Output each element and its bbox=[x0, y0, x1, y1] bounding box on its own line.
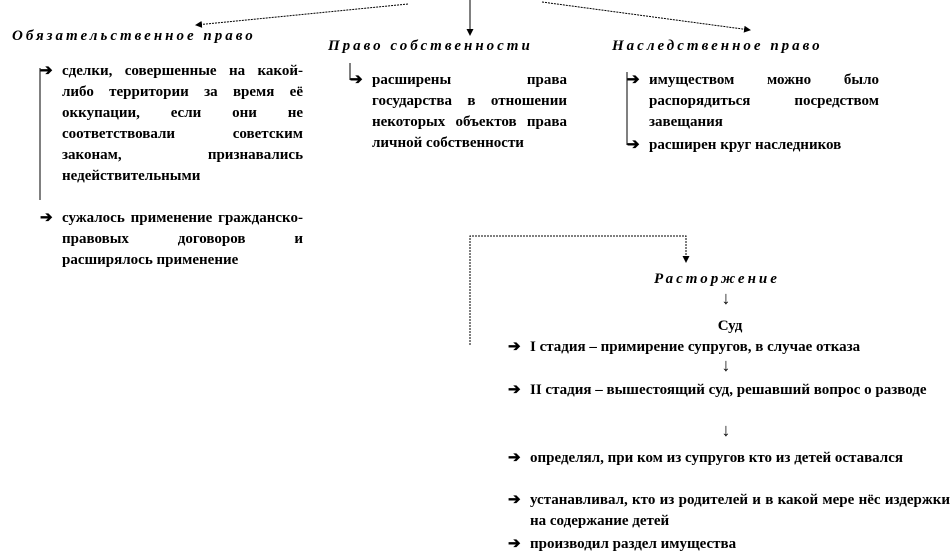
right-arrow-icon: ➔ bbox=[350, 72, 363, 88]
top-arrow-left bbox=[196, 4, 408, 25]
right-arrow-icon: ➔ bbox=[40, 63, 53, 79]
stage-2 bbox=[508, 380, 950, 401]
down-arrow-icon: ↓ bbox=[721, 355, 731, 375]
stage-2-text: II стадия – вышестоящий суд, решавший вопрос о разводе bbox=[530, 382, 927, 398]
result-3 bbox=[508, 534, 950, 555]
col3-item-1-text: имуществом можно было распорядиться посредством завещания bbox=[649, 72, 879, 130]
result-1 bbox=[508, 448, 950, 469]
col1-item-2-text: сужалось применение гражданско-правовых договоров и расширялось применение bbox=[62, 210, 303, 268]
right-arrow-icon: ➔ bbox=[508, 536, 521, 552]
top-arrow-right bbox=[542, 2, 750, 30]
divorce-title: Расторжение bbox=[654, 271, 780, 287]
col1-item-1-text: сделки, совершенные на какой-либо территории за время её оккупации, если они не соответствовали советским законам, признавались недействительными bbox=[62, 63, 303, 184]
col1-item-1 bbox=[40, 61, 303, 187]
col3-title: Наследственное право bbox=[612, 38, 823, 54]
right-arrow-icon: ➔ bbox=[508, 339, 521, 355]
result-2 bbox=[508, 490, 950, 532]
col2-item-1 bbox=[350, 70, 567, 154]
col1-title: Обязательственное право bbox=[12, 28, 256, 44]
divorce-bracket bbox=[470, 236, 686, 345]
right-arrow-icon: ➔ bbox=[508, 492, 521, 508]
col3-item-1 bbox=[627, 70, 879, 133]
down-arrow-icon: ↓ bbox=[721, 420, 731, 440]
result-2-text: устанавливал, кто из родителей и в какой мере нёс издержки на содержание детей bbox=[530, 492, 950, 529]
col2-item-1-text: расширены права государства в отношении некоторых объектов права личной собственности bbox=[372, 72, 567, 151]
col1-item-2 bbox=[40, 208, 303, 271]
right-arrow-icon: ➔ bbox=[627, 72, 640, 88]
right-arrow-icon: ➔ bbox=[508, 382, 521, 398]
col3-item-2-text: расширен круг наследников bbox=[649, 137, 842, 153]
col2-title: Право собственности bbox=[328, 38, 533, 54]
result-3-text: производил раздел имущества bbox=[530, 536, 737, 552]
right-arrow-icon: ➔ bbox=[40, 210, 53, 226]
col3-item-2 bbox=[627, 135, 889, 156]
right-arrow-icon: ➔ bbox=[508, 450, 521, 466]
right-arrow-icon: ➔ bbox=[627, 137, 640, 153]
down-arrow-icon: ↓ bbox=[721, 288, 731, 308]
court-label: Суд bbox=[717, 318, 743, 334]
result-1-text: определял, при ком из супругов кто из детей оставался bbox=[530, 450, 904, 466]
stage-1-text: I стадия – примирение супругов, в случае отказа bbox=[530, 339, 861, 355]
